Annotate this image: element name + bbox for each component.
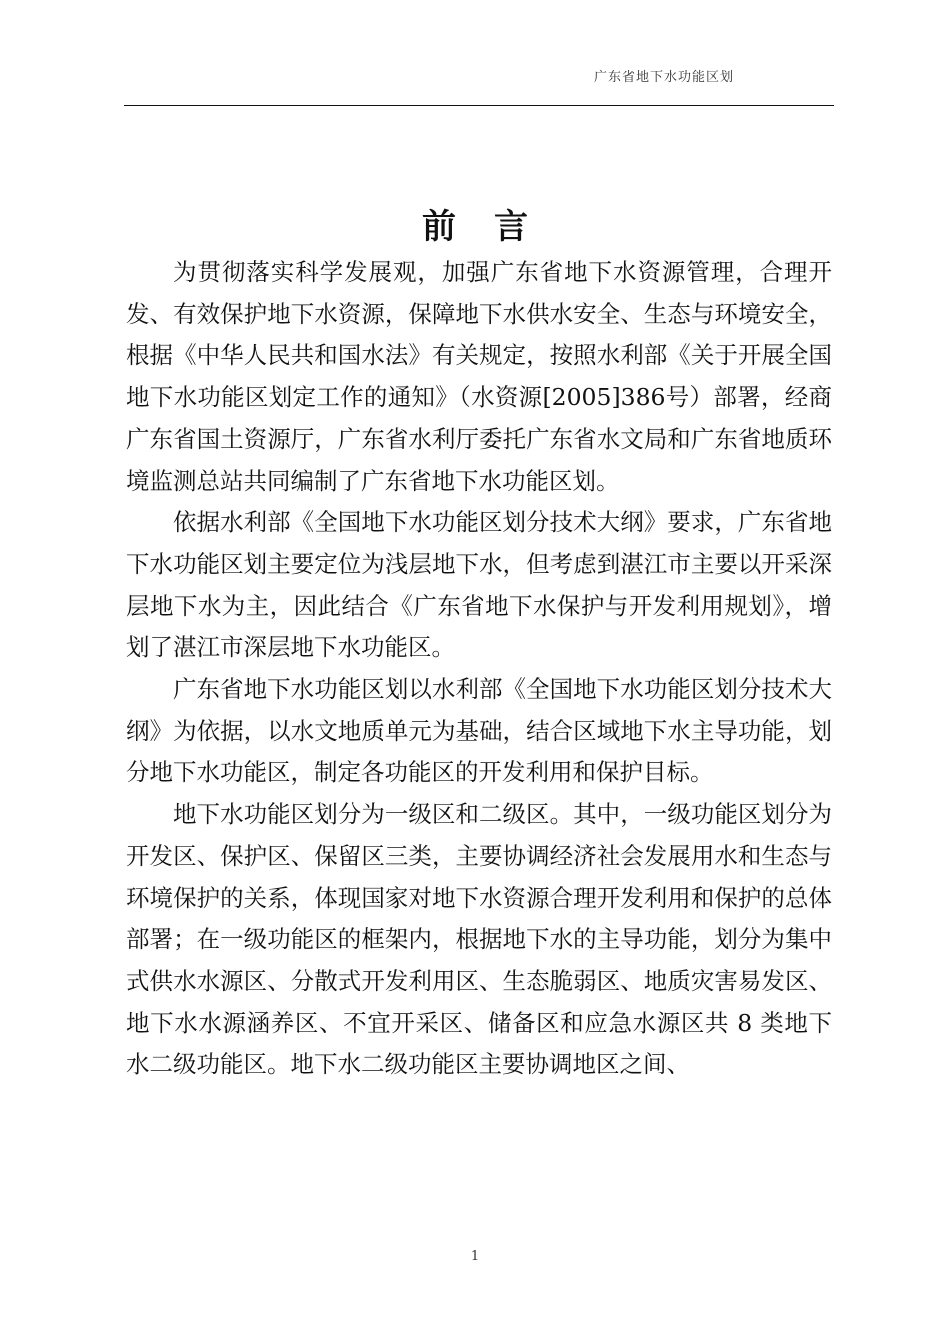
page-number: 1 <box>470 1249 480 1264</box>
header-divider <box>124 105 834 106</box>
page-title: 前言 <box>422 206 566 247</box>
paragraph-4: 地下水功能区划分为一级区和二级区。其中，一级功能区划分为开发区、保护区、保留区三类，主要协调经济社会发展用水和生态与环境保护的关系，体现国家对地下水资源合理开发利用和保护的总体部署；在一级功能区的框架内，根据地下水的主导功能，划分为集中式供水水源区、分散式开发利用区、生态脆弱区、地质灾害易发区、地下水水源涵养区、不宜开采区、储备区和应急水源区共 8 类地下水二级功能区。地下水二级功能区主要协调地区之间、 <box>126 800 832 1079</box>
running-header-title: 广东省地下水功能区划 <box>593 70 734 85</box>
body-text <box>126 252 832 1086</box>
paragraph-3: 广东省地下水功能区划以水利部《全国地下水功能区划分技术大纲》为依据，以水文地质单元为基础，结合区域地下水主导功能，划分地下水功能区，制定各功能区的开发利用和保护目标。 <box>126 675 832 787</box>
paragraph-1: 为贯彻落实科学发展观，加强广东省地下水资源管理，合理开发、有效保护地下水资源，保障地下水供水安全、生态与环境安全，根据《中华人民共和国水法》有关规定，按照水利部《关于开展全国地下水功能区划定工作的通知》（水资源[2005]386号）部署，经商广东省国土资源厅，广东省水利厅委托广东省水文局和广东省地质环境监测总站共同编制了广东省地下水功能区划。 <box>126 258 832 495</box>
paragraph-2: 依据水利部《全国地下水功能区划分技术大纲》要求，广东省地下水功能区划主要定位为浅层地下水，但考虑到湛江市主要以开采深层地下水为主，因此结合《广东省地下水保护与开发利用规划》，增划了湛江市深层地下水功能区。 <box>126 508 832 662</box>
